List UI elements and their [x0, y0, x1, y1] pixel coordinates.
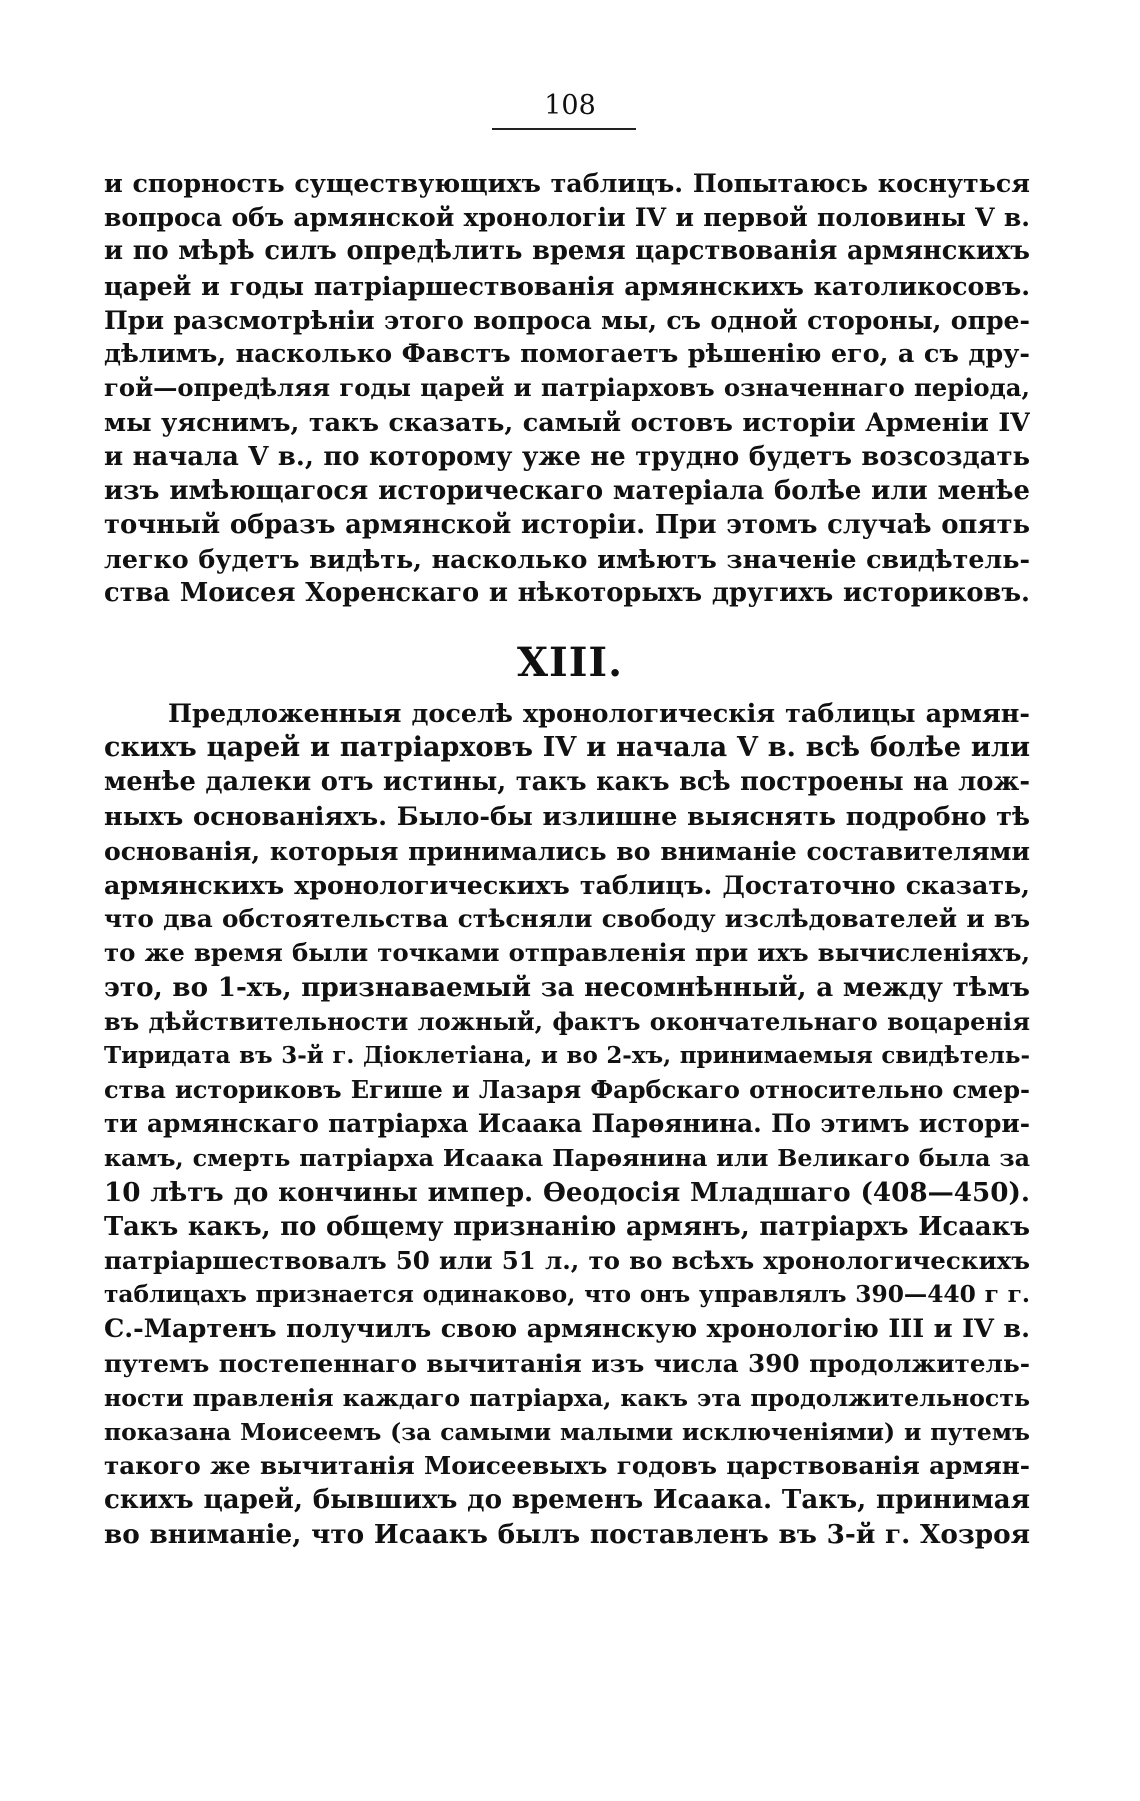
text-line: и начала V в., по которому уже не трудно будетъ возсоздать: [104, 441, 1030, 472]
text-line: это, во 1-хъ, признаваемый за несомнѣнный, а между тѣмъ: [104, 971, 1030, 1003]
text-line: ства Моисея Хоренскаго и нѣкоторыхъ другихъ историковъ.: [104, 578, 1030, 609]
text-line: ства историковъ Егише и Лазаря Фарбскаго относительно смер-: [104, 1075, 1030, 1105]
text-line: ти армянскаго патріарха Исаака Парѳянина. По этимъ истори-: [104, 1109, 1030, 1139]
text-line: камъ, смерть патріарха Исаака Парѳянина или Великаго была за: [104, 1144, 1030, 1173]
paragraph-continued: [104, 166, 1030, 610]
text-line: армянскихъ хронологическихъ таблицъ. Достаточно сказать,: [104, 869, 1030, 900]
text-line: царей и годы патріаршествованія армянскихъ католикосовъ.: [104, 270, 1030, 301]
text-line: Тиридата въ 3-й г. Діоклетіана, и во 2-хъ, принимаемыя свидѣтель-: [104, 1041, 1030, 1069]
page-number-rule: [492, 128, 636, 130]
text-line: путемъ постепеннаго вычитанія изъ числа 390 продолжитель-: [104, 1348, 1030, 1378]
text-line: точный образъ армянской исторіи. При этомъ случаѣ опять: [104, 509, 1030, 540]
text-line: въ дѣйствительности ложный, фактъ окончательнаго воцаренія: [104, 1006, 1030, 1036]
text-line: При разсмотрѣніи этого вопроса мы, съ одной стороны, опре-: [104, 304, 1030, 335]
text-line: вопроса объ армянской хронологіи IV и первой половины V в.: [104, 202, 1030, 233]
text-line: мы уяснимъ, такъ сказать, самый остовъ исторіи Арменіи IV: [104, 407, 1030, 438]
text-line: скихъ царей, бывшихъ до временъ Исаака. Такъ, принимая: [104, 1484, 1030, 1516]
text-line: легко будетъ видѣть, насколько имѣютъ значеніе свидѣтель-: [104, 544, 1030, 575]
page-number: 108: [544, 90, 596, 121]
text-line: такого же вычитанія Моисеевыхъ годовъ царствованія армян-: [104, 1451, 1030, 1481]
text-line: и спорность существующихъ таблицъ. Попытаюсь коснуться: [104, 168, 1030, 198]
text-line: Предложенныя доселѣ хронологическія таблицы армян-: [168, 699, 1030, 729]
paragraph-section-13: [104, 697, 1030, 1552]
section-heading: XIII.: [516, 639, 624, 686]
text-line: С.-Мартенъ получилъ свою армянскую хронологію III и IV в.: [104, 1314, 1030, 1345]
text-line: скихъ царей и патріарховъ IV и начала V в. всѣ болѣе или: [104, 732, 1030, 764]
text-line: что два обстоятельства стѣсняли свободу изслѣдователей и въ: [104, 904, 1030, 934]
text-line: дѣлимъ, насколько Фавстъ помогаетъ рѣшенію его, а съ дру-: [104, 338, 1030, 369]
text-line: изъ имѣющагося историческаго матеріала болѣе или менѣе: [104, 475, 1030, 506]
text-line: ныхъ основаніяхъ. Было-бы излишне выяснять подробно тѣ: [104, 801, 1030, 832]
text-line: гой—опредѣляя годы царей и патріарховъ означеннаго періода,: [104, 373, 1030, 403]
text-line: патріаршествовалъ 50 или 51 л., то во всѣхъ хронологическихъ: [104, 1246, 1030, 1275]
text-line: показана Моисеемъ (за самыми малыми исключеніями) и путемъ: [104, 1417, 1030, 1446]
text-line: ности правленія каждаго патріарха, какъ эта продолжительность: [104, 1383, 1030, 1412]
text-line: и по мѣрѣ силъ опредѣлить время царствованія армянскихъ: [104, 236, 1030, 267]
text-line: таблицахъ признается одинаково, что онъ управлялъ 390—440 г г.: [104, 1281, 1030, 1309]
text-line: основанія, которыя принимались во вниманіе составителями: [104, 835, 1030, 866]
text-line: то же время были точками отправленія при ихъ вычисленіяхъ,: [104, 938, 1030, 968]
text-line: 10 лѣтъ до кончины импер. Ѳеодосія Младшаго (408—450).: [104, 1176, 1030, 1208]
text-line: Такъ какъ, по общему признанію армянъ, патріархъ Исаакъ: [104, 1211, 1030, 1242]
text-line: менѣе далеки отъ истины, такъ какъ всѣ построены на лож-: [104, 767, 1030, 798]
text-line: во вниманіе, что Исаакъ былъ поставленъ въ 3-й г. Хозроя: [104, 1518, 1030, 1550]
